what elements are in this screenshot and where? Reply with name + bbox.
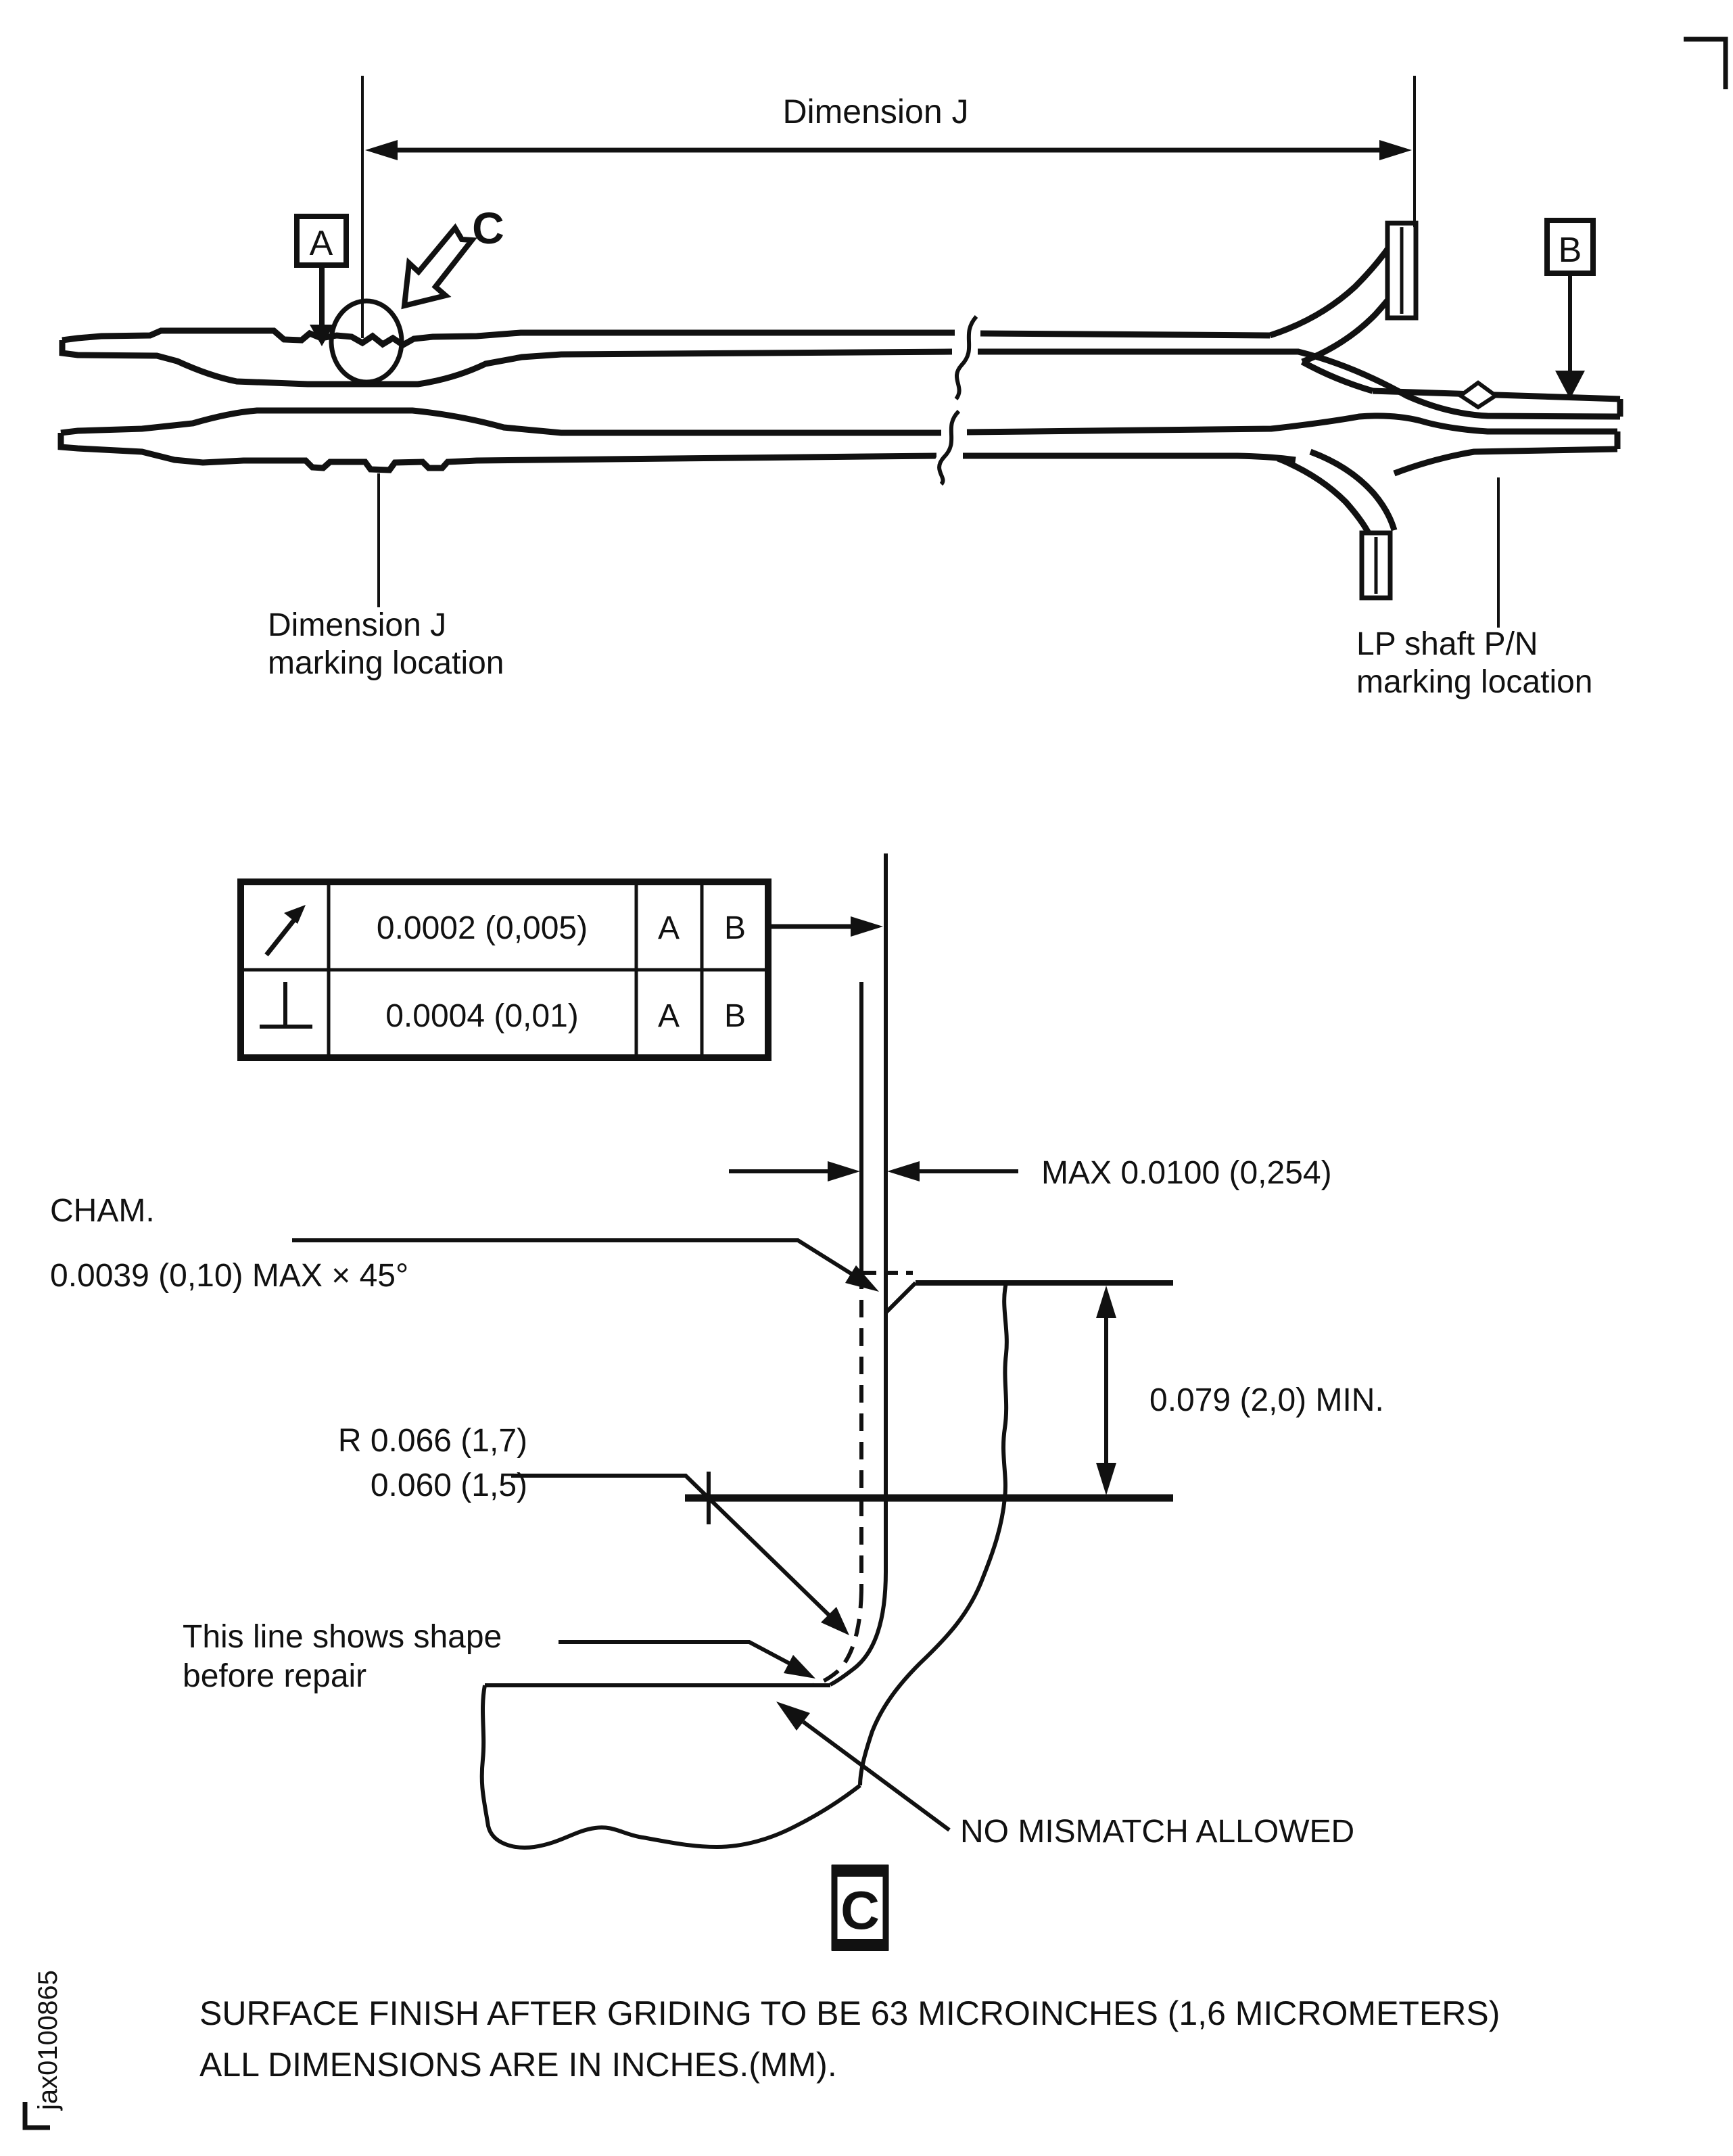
chamfer-edge (886, 1283, 916, 1313)
note-line-2: ALL DIMENSIONS ARE IN INCHES.(MM). (199, 2046, 837, 2084)
shaft-bottom-surface-right (1394, 449, 1617, 473)
view-c-box-letter: C (840, 1880, 880, 1940)
pn-marking-label-1: LP shaft P/N (1356, 626, 1538, 662)
radius-label-1: R 0.066 (1,7) (337, 1423, 527, 1459)
corner-mark-top-right (1684, 39, 1726, 89)
before-repair-leader (559, 1642, 792, 1665)
pn-marking-label-2: marking location (1356, 664, 1593, 700)
dim-arrowhead-left-icon (365, 140, 398, 160)
min-dim-label: 0.079 (2,0) MIN. (1149, 1382, 1384, 1418)
section-break-bottom (482, 1685, 860, 1848)
max-dim-arrowhead-right-icon (887, 1161, 920, 1181)
fcf-row1-datum2: B (723, 910, 746, 946)
shaft-top-inner-left (62, 340, 952, 384)
cham-label-1: CHAM. (50, 1193, 155, 1229)
min-dim-arrowhead-up-icon (1096, 1286, 1116, 1318)
dim-j-marking-label-1: Dimension J (268, 607, 447, 643)
fcf-row2-datum1: A (657, 998, 680, 1034)
min-dim-arrowhead-down-icon (1096, 1463, 1116, 1495)
shaft-notch-diamond (1461, 383, 1496, 407)
datum-b (1547, 220, 1593, 399)
shaft-top-inner-right (978, 352, 1620, 417)
flange-branch-inner-bottom (1310, 452, 1394, 530)
shaft-bottom-inner-right (963, 456, 1296, 460)
fcf-row1-value: 0.0002 (0,005) (376, 910, 588, 946)
fcf-row1-datum1: A (657, 910, 680, 946)
section-break-right (860, 1283, 1007, 1785)
fcf-table (241, 882, 883, 1058)
notes-block (199, 1994, 1500, 2084)
shaft-bottom-inner-left (61, 433, 936, 470)
dimension-j-label: Dimension J (782, 93, 969, 131)
before-repair-label-1: This line shows shape (183, 1619, 502, 1655)
figure-id-text: jax0100865 (33, 1970, 63, 2110)
max-dim-arrowhead-left-icon (828, 1161, 860, 1181)
cham-label-2: 0.0039 (0,10) MAX × 45° (50, 1258, 409, 1294)
dimension-j (362, 76, 1415, 338)
before-repair-label-2: before repair (183, 1658, 367, 1694)
marking-labels (268, 473, 1593, 700)
no-mismatch-leader (803, 1722, 949, 1830)
view-c-arrow (404, 203, 504, 306)
view-c-letter: C (472, 203, 504, 253)
datum-a-letter: A (309, 224, 333, 263)
shaft-top-outline-left (62, 331, 955, 345)
shaft-bottom-outline-left (61, 411, 941, 433)
flange-branch-outer (1270, 243, 1392, 335)
before-repair-arrowhead-icon (784, 1655, 815, 1679)
dim-arrowhead-right-icon (1379, 140, 1412, 160)
flange-branch-outer-bottom (1278, 459, 1370, 536)
no-mismatch-arrowhead-icon (776, 1702, 810, 1731)
no-mismatch-label: NO MISMATCH ALLOWED (960, 1814, 1355, 1850)
datum-a (297, 216, 346, 346)
radius-label-2: 0.060 (1,5) (370, 1468, 527, 1503)
shaft-side-view (61, 223, 1620, 598)
fcf-row2-value: 0.0004 (0,01) (385, 998, 579, 1034)
fcf-leader-arrowhead-icon (851, 916, 883, 937)
fcf-row2-datum2: B (723, 998, 746, 1034)
shaft-top-outline-right (980, 333, 1270, 335)
view-c-arrow-icon (404, 228, 472, 306)
dim-j-marking-label-2: marking location (268, 645, 504, 681)
datum-b-letter: B (1558, 231, 1582, 270)
max-dim-label: MAX 0.0100 (0,254) (1041, 1155, 1332, 1191)
note-line-1: SURFACE FINISH AFTER GRIDING TO BE 63 MICROINCHES (1,6 MICROMETERS) (199, 1994, 1500, 2032)
